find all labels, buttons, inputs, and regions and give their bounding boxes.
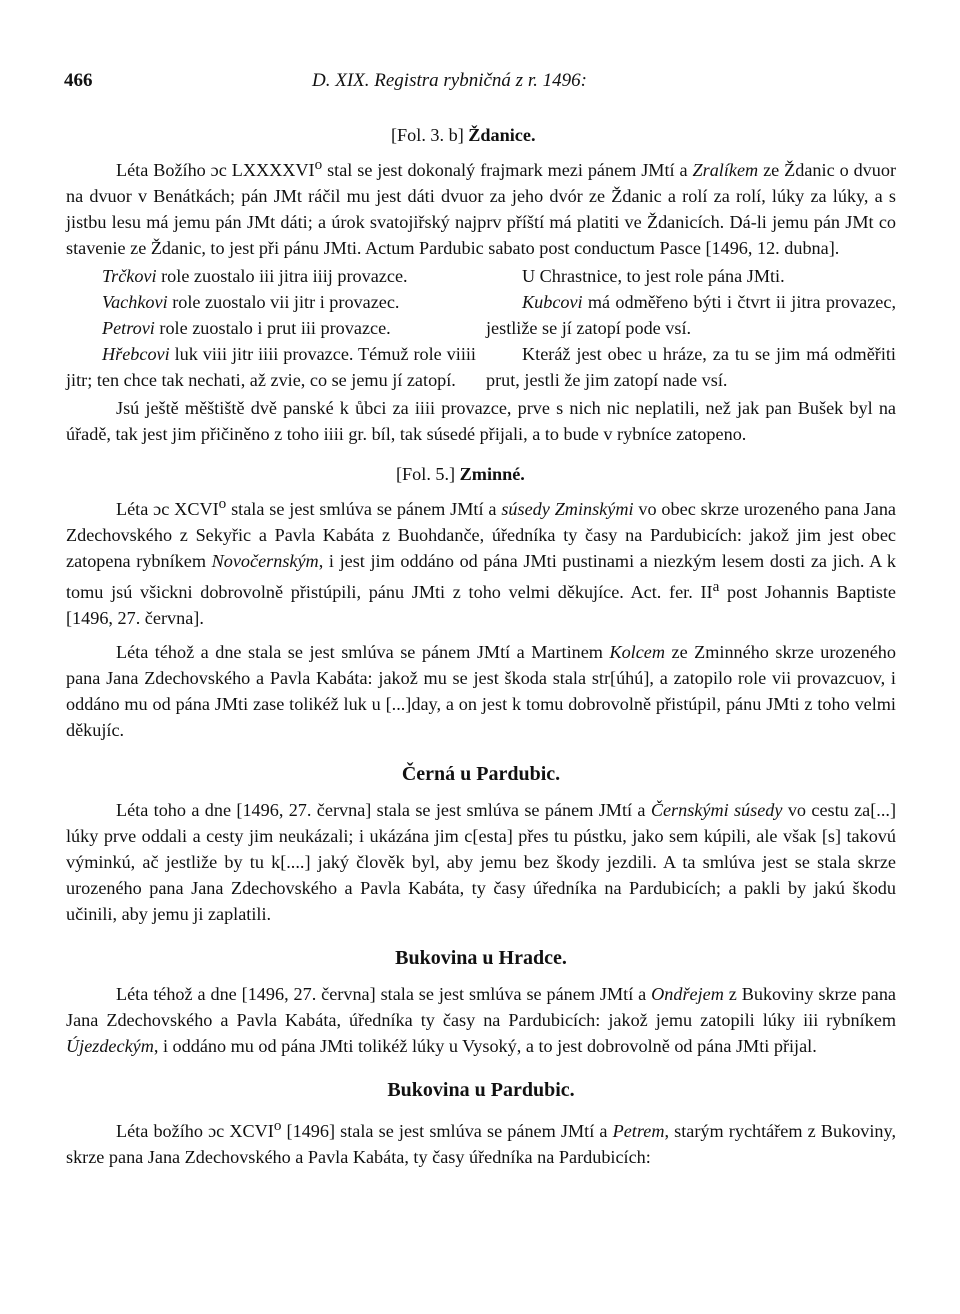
folio-reference: [Fol. 5.] (396, 464, 456, 485)
list-item: Kubcovi má odměřeno býti i čtvrt ii jitra provazec, jestliže se jí zatopí pode vsí. (486, 292, 896, 339)
list-item: Hřebcovi luk viii jitr iiii provazce. Témuž role viiii jitr; ten chce tak nechati, až zvie, co se jemu jí zatopí. (66, 344, 476, 391)
page-number: 466 (64, 70, 93, 91)
list-item: Petrovi role zuostalo i prut iii provazce. (102, 318, 391, 339)
list-item: Vachkovi role zuostalo vii jitr i provazec. (102, 292, 400, 313)
section-title-cerna: Černá u Pardubic. (401, 763, 561, 786)
right-column (486, 263, 896, 393)
document-body (66, 118, 896, 1170)
paragraph-bukovina-hradce: Léta téhož a dne [1496, 27. června] stala se jest smlúva se pánem JMtí a Ondřejem z Bukoviny skrze pana Jana Zdechovského a Pavla Kabáta, úředníka ty časy na Pardubicích: jakož jemu zatopili lúky iii rybníkem Újezdeckým, i oddáno mu od pána JMti tolikéž lúky u Vysoký, a to jest dobrovolně od pána JMti přijal. (66, 984, 896, 1057)
person-name: Zralíkem (692, 160, 759, 181)
paragraph-zdanice-2: Jsú ještě měštiště dvě panské k ůbci za iiii provazce, prve s nich nic neplatili, než jak pan Bušek byl na úřadě, tak jest jim přičiněno z toho iiii gr. bíl, tak súsedé přijali, a to bude v rybníce zatopeno. (66, 398, 896, 445)
left-column (66, 263, 476, 393)
section-title: Zminné. (459, 464, 525, 485)
section-title-bukovina-pardubic: Bukovina u Pardubic. (387, 1079, 575, 1102)
paragraph-cerna: Léta toho a dne [1496, 27. června] stala se jest smlúva se pánem JMtí a Černskými súsedy vo cestu za[...] lúky prve oddali a cesty jim neukázali; i ukázána jim c[esta] přes tu pústku, jako sem kúpili, ale však [s] takovú výminkú, ač jestliže by tu k[....] jaký člověk byl, aby jemu bez škody jezdili. A ta smlúva jest se stala skrze urozeného pana Jana Zdechovského a Pavla Kabáta, ty časy úředníka na Pardubicích; a pakli by jakú škodu učinili, aby jemu ji zaplatili. (66, 800, 896, 925)
running-head (64, 70, 896, 100)
two-column-block (66, 263, 896, 393)
section-title: Ždanice. (468, 125, 536, 145)
paragraph-bukovina-pardubic: Léta božího ɔc XCVI$^o$ [1496] stala se jest smlúva se pánem JMtí a Petrem, starým rychtářem z Bukoviny, skrze pana Jana Zdechovského a Pavla Kabáta, ty časy úředníka na Pardubicích: (66, 1117, 896, 1168)
folio-reference: [Fol. 3. b] (391, 125, 464, 145)
section-title-bukovina-hradce: Bukovina u Hradce. (395, 947, 567, 970)
list-item: Kteráž jest obec u hráze, za tu se jim má odměřiti prut, jestli že jim zatopí nade vsí. (486, 344, 896, 391)
paragraph-zdanice-1: Léta Božího ɔc LXXXXVI$^o$ stal se jest dokonalý frajmark mezi pánem JMtí a Zralíkem ze Ždanic o dvuor na dvuor v Benátkách; pán JMt ráčil mu jest dáti dvuor za jeho dvór ze Ždanic a rolí za rolí, lúky za lúky, a s jistbu lesu má jemu pán JMt dáti; a úrok svatojiřský najprv příští má platiti ve Ždanicích. Dá-li jemu pán JMt co stavenie ze Ždanic, to jest při pánu JMti. Actum Pardubic sabato post conductum Pasce [1496, 12. dubna]. (66, 156, 897, 259)
section-heading-zminne (66, 457, 896, 491)
paragraph-zminne-1: Léta ɔc XCVI$^o$ stala se jest smlúva se pánem JMtí a súsedy Zminskými vo obec skrze urozeného pana Jana Zdechovského z Sekyřic a Pavla Kabáta z Buohdanče, úředníka ty časy na Pardubicích: jakož jim jest obec zatopena rybníkem Novočernským, i jest jim oddáno od pána JMti pustinami a niezkým lesem dosti za jich. A k tomu jsú všickni dobrovolně přistúpili, pánu JMti z toho velmi děkujíce. Act. fer. $II^a$ post Johannis Baptiste [1496, 27. června]. (66, 495, 896, 629)
section-heading-zdanice (66, 118, 896, 152)
list-item: U Chrastnice, to jest role pána JMti. (522, 266, 785, 287)
paragraph-zminne-2: Léta téhož a dne stala se jest smlúva se pánem JMtí a Martinem Kolcem ze Zminného skrze urozeného pana Jana Zdechovského a Pavla Kabáta: jakož mu se jest škoda stala str[úhú], a zatopilo role vii provazcuov, i oddáno mu od pána JMti zase tolikéž luk u [...]day, a on jest k tomu dobrovolně přistúpil, pánu JMti z toho velmi děkujíc. (66, 642, 896, 741)
list-item: Trčkovi role zuostalo iii jitra iiij provazce. (102, 266, 408, 287)
running-head-title: D. XIX. Registra rybničná z r. 1496: (312, 70, 587, 91)
